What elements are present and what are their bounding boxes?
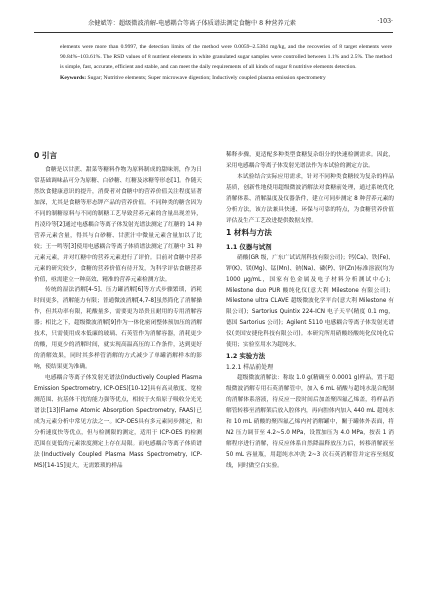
running-title: 余健斌等：超级微波消解-电感耦合等离子体质谱法测定食糖中 8 种营养元素 xyxy=(88,20,296,27)
section-heading-materials: 1 材料与方法 xyxy=(226,227,272,237)
keywords-line xyxy=(60,73,392,83)
section-heading-intro: 0 引言 xyxy=(34,151,58,160)
intro-paragraph-2: 传统的湿法消解[4-5]、压力罐消解[6]等方式步骤繁琐，消耗时间更多，消解能力有限；普通微波消解[4,7-8]虽然简化了消解操作，但其功率有限，耗酸量多，需要更为昂贵且耐用的专用消解容器；相比之下，超级微波消解[9]作为一体化密闭整体预加压的消解技术，只需使用成本低廉的玻璃、石英管作为消解容器，消耗更少的酸，用更少的消解时间，就实现高温高压的工作条件，达到更好的消解效果，同时其多样管消解的方式减少了单罐消解样本的影响，使结果更为准确。 xyxy=(34,287,202,371)
subsubsection-heading-pretreatment: 1.2.1 样品前处理 xyxy=(226,364,274,372)
right-column xyxy=(226,150,394,472)
page-number: ·103· xyxy=(377,18,393,25)
header-rule xyxy=(34,32,393,33)
right-paragraph-2: 本试验结合实际应用需求，针对不同种类食糖较为复杂的样品基质，创新性地使用超级微波消解法对食糖前处理，通过系统优化消解体系、消解温度及仪器条件，建立可同步测定 8 种营养元素的分析方法，该方法兼具快速、环保与可靠的特点，为食糖营养价值评估及生产工艺改进提供数据支撑。 xyxy=(226,173,394,224)
intro-paragraph-1: 食糖是以甘蔗、甜菜等糖料作物为原料制成的甜味剂，作为日常基础调味品可分为原糖、白砂糖、红糖及冰糖等形态[1]。作随天然饮食健康意识的提升，消费者对食糖中的营养价值关注程度显著加深，尤其是食糖等形态钾产品的营养价值。不同种类的糖含因为不同的制糖原料与不同的制糖工艺导致营养元素的含量出现差异，肖凌玲等[2]通过电感耦合等离子体发射光谱法测定了红糖的 14 种营养元素含量，得其与白砂糖、甘蔗汁中微量元素含量加以了比较；王一鸣等[3]使用电感耦合等离子体质谱法测定了红糖中 31 种元素元素，并对红糖中的营养元素进行了评价。目前对食糖中营养元素的研究较少，食糖的营养价值有待开发，为科学评估食糖营养价值，亟需建立一种高效、精准的营养元素检测方法。 xyxy=(34,167,202,283)
pretreatment-paragraph: 超级微波消解法：称取 1.0 g(精确至 0.0001 g)样品，置于超级微波消解专用石英消解管中，加入 6 mL 硝酸与超纯水混合配制的消解体系溶液，待反应一段时间后加盖聚四氟乙烯盖，将样品消解管转移至消解架后放入腔体内，再向腔体内加入 440 mL 超纯水和 10 mL 硝酸的聚四氟乙烯内衬消解罐中，關于罐体外表面，将 N2 压力调节至 4.2~5.0 MPa，设置加压为 4.0 MPa，按表 1 消解程序进行消解，待反应体系自然降温释放压力后，转移消解液至 50 mL 容量瓶，用超纯水冲洗 2~3 次石英消解管并定容至刻度线，同时做空白实验。 xyxy=(226,375,394,469)
keywords-label: Keywords: xyxy=(60,74,87,81)
keywords-text: Sugar; Nutritive elements; Super microwave digestion; Inductively coupled plasma emission spectrometry xyxy=(86,74,326,81)
subsection-heading-methods: 1.2 实验方法 xyxy=(226,352,266,361)
page-header xyxy=(0,18,427,32)
instruments-paragraph: 硝酸(GR 级，广东广试试剂科技有限公司)；钙(Ca)、铁(Fe)、钾(K)、镁(Mg)、锰(Mn)、钠(Na)、磷(P)、锌(Zn)标准溶液(均为1000 μg/mL，国家有色金属及电子材料分析测试中心)；Milestone duo PUR 酸纯化仪(意大利 Milestone 有限公司)；Milestone ultra CLAVE 超级微波化学平台(意大利 Milestone 有限公司)；Sartorius Quintix 224-ICN 电子天平(精度 0.1 mg，德国 Sartorius 公司)；Agilent 5110 电感耦合等离子体发射光谱仪(美国安捷伦科技有限公司)。本研究所用硝酸经酸纯化仪纯化后使用；实验室用水为超纯水。 xyxy=(226,254,394,349)
abstract-block xyxy=(60,42,392,83)
subsection-heading-instruments: 1.1 仪器与试剂 xyxy=(226,242,272,251)
left-column xyxy=(34,150,202,472)
abstract-text: elements were more than 0.9997, the detection limits of the method were 0.0059~2.5384 mg/kg, and the recoveries of 8 target elements were 90.84%~103.61%. The RSD values of 8 nutrient elements in white granulated sugar samples were controlled between 1.1% and 2.5%. The method is simple, fast, accurate, efficient and stable, and can meet the daily requirements of all kinds of sugar 8 nutritive elements detection. xyxy=(60,44,392,71)
right-paragraph-1: 稀释步骤，更适配多种类型食糖复杂组分的快速检测需求。因此，采用电感耦合等离子体发射光谱法作为本试验的测定方法。 xyxy=(226,152,394,169)
intro-paragraph-3: 电感耦合等离子体发射光谱法(Inductively Coupled Plasma Emission Spectrometry, ICP-OES)[10-12]具有高灵敏度、宽检测范围、抗基体干扰的能力强等优点，相较于火焰原子吸收分光光谱法[13](Flame Atomic Absorption Spectrometry, FAAS)已成为元素分析中常见方法之一。ICP-OES具有多元素同步测定，和分析速度快等优点，但与检测限的测定，适用于 ICP-OES 的检测范围在更低的元素浓度测定上存在局限。而电感耦合等离子体质谱法(Inductively Coupled Plasma Mass Spectrometry, ICP-MS)[14-15]更大，无需繁琐的样品 xyxy=(34,375,202,469)
